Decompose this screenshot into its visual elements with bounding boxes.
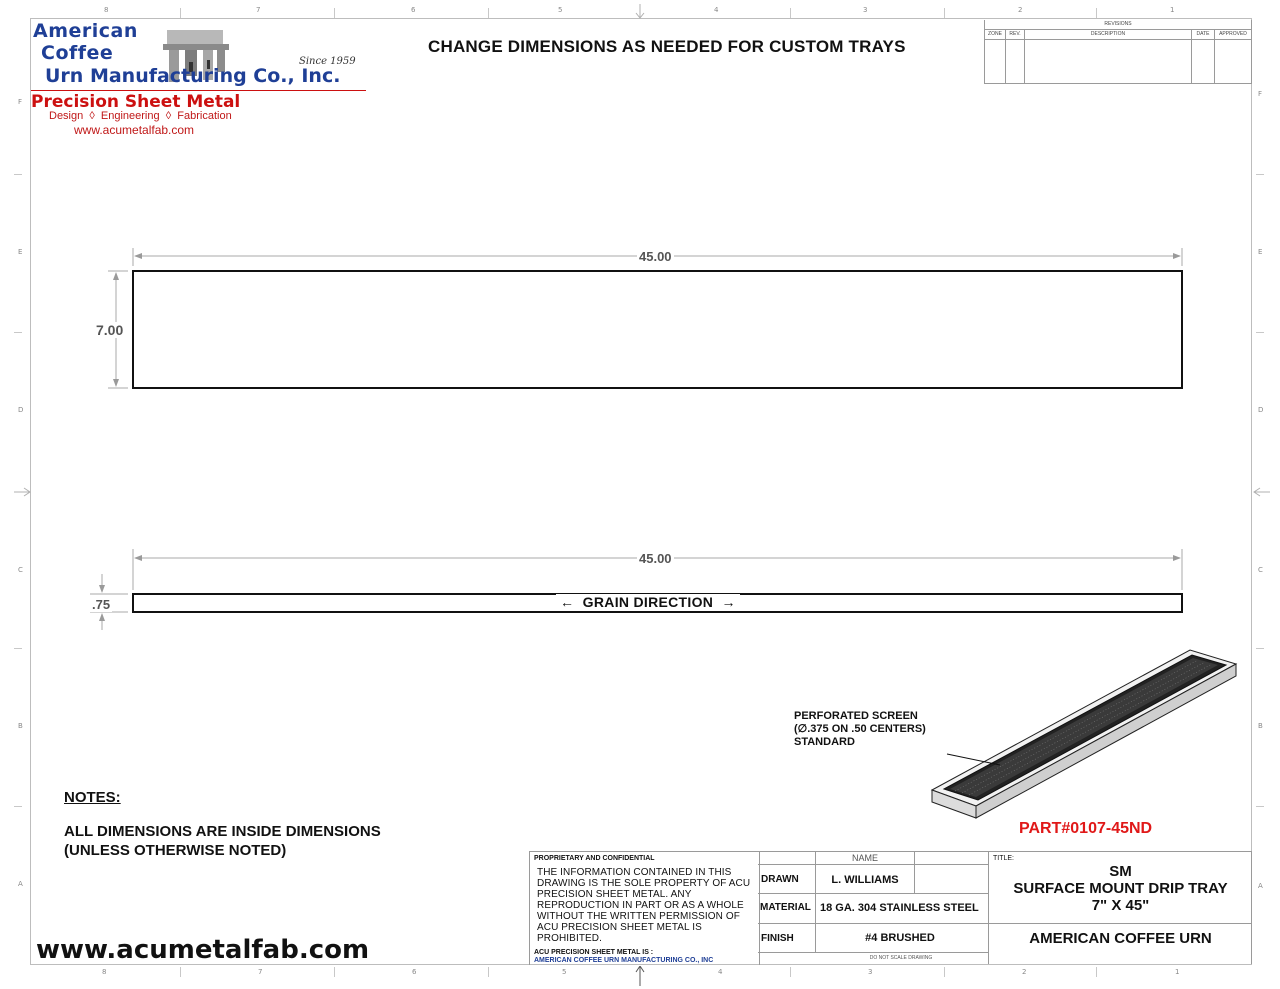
zone-left-e: E xyxy=(18,248,23,256)
title-line-3: 7" X 45" xyxy=(1091,897,1150,914)
note-line-2: (UNLESS OTHERWISE NOTED) xyxy=(64,842,287,859)
revisions-rev-header: REV. xyxy=(1009,31,1021,37)
note-line-1: ALL DIMENSIONS ARE INSIDE DIMENSIONS xyxy=(64,823,381,840)
acu-statement: ACU PRECISION SHEET METAL IS : xyxy=(534,949,654,956)
zone-bottom-6: 6 xyxy=(412,968,417,976)
zone-bottom-1: 1 xyxy=(1175,968,1180,976)
material-label: MATERIAL xyxy=(760,902,811,913)
zone-top-3: 3 xyxy=(863,6,868,14)
logo-since: Since 1959 xyxy=(299,56,356,67)
revisions-title: REVISIONS xyxy=(1104,21,1132,28)
top-view-outline xyxy=(133,271,1182,388)
isometric-tray-view xyxy=(932,650,1236,818)
zone-left-c: C xyxy=(18,566,23,574)
zone-left-a: A xyxy=(18,880,23,888)
zone-bottom-2: 2 xyxy=(1022,968,1027,976)
zone-top-1: 1 xyxy=(1170,6,1175,14)
zone-bottom-5: 5 xyxy=(562,968,567,976)
material-value: 18 GA. 304 STAINLESS STEEL xyxy=(820,902,979,914)
top-view xyxy=(108,248,1182,388)
zone-left-f: F xyxy=(18,98,23,106)
zone-bottom-4: 4 xyxy=(718,968,723,976)
zone-top-5: 5 xyxy=(558,6,563,14)
callout-line-3: STANDARD xyxy=(794,736,855,748)
zone-right-c: C xyxy=(1258,566,1263,574)
drawn-by-value: L. WILLIAMS xyxy=(831,874,899,886)
zone-bottom-8: 8 xyxy=(102,968,107,976)
side-view-width-label: 45.00 xyxy=(639,551,672,566)
part-number: PART#0107-45ND xyxy=(1019,820,1153,837)
proprietary-heading: PROPRIETARY AND CONFIDENTIAL xyxy=(534,855,655,862)
grain-direction-label: ← GRAIN DIRECTION → xyxy=(556,594,740,610)
side-view xyxy=(90,549,1182,630)
title-section xyxy=(989,851,1252,964)
zone-bottom-3: 3 xyxy=(868,968,873,976)
proprietary-notice: THE INFORMATION CONTAINED IN THIS DRAWING IS THE SOLE PROPERTY OF ACU PRECISION SHEET METAL. ANY REPRODUCTION IN PART OR AS A WHOLE WITHOUT THE WRITTEN PERMISSION OF ACU PRECISION SHEET METAL IS PROHIBITED. xyxy=(537,867,751,944)
zone-top-7: 7 xyxy=(256,6,261,14)
top-view-height-label: 7.00 xyxy=(96,322,124,338)
finish-value: #4 BRUSHED xyxy=(865,932,935,944)
notes-heading: NOTES: xyxy=(64,789,121,806)
drawn-label: DRAWN xyxy=(761,874,799,885)
zone-left-d: D xyxy=(18,406,24,414)
zone-bottom-7: 7 xyxy=(258,968,263,976)
footer-website-link[interactable]: www.acumetalfab.com xyxy=(36,935,370,965)
title-label: TITLE: xyxy=(993,855,1015,862)
do-not-scale-note: DO NOT SCALE DRAWING xyxy=(869,955,933,961)
finish-label: FINISH xyxy=(761,933,794,944)
customer-name: AMERICAN COFFEE URN xyxy=(1029,930,1212,947)
zone-top-6: 6 xyxy=(411,6,416,14)
zone-top-4: 4 xyxy=(714,6,719,14)
name-column-header: NAME xyxy=(851,853,878,863)
logo-tagline: Design ◊ Engineering ◊ Fabrication xyxy=(49,110,232,122)
side-view-height-label: .75 xyxy=(92,597,111,612)
logo-website-link[interactable]: www.acumetalfab.com xyxy=(74,123,195,137)
zone-right-d: D xyxy=(1258,406,1264,414)
drawn-material-section xyxy=(758,851,989,964)
zone-top-8: 8 xyxy=(104,6,109,14)
zone-right-b: B xyxy=(1258,722,1263,730)
perforated-screen-callout xyxy=(794,710,926,749)
top-view-width-label: 45.00 xyxy=(639,249,672,264)
logo-american: American xyxy=(33,20,138,42)
zone-right-f: F xyxy=(1258,90,1263,98)
logo-coffee: Coffee xyxy=(41,42,114,64)
logo-precision-sheet-metal: Precision Sheet Metal xyxy=(31,92,241,112)
zone-right-a: A xyxy=(1258,882,1263,890)
company-statement: AMERICAN COFFEE URN MANUFACTURING CO., INC xyxy=(534,957,714,964)
title-line-2: SURFACE MOUNT DRIP TRAY xyxy=(1013,880,1228,897)
logo-company-name: Urn Manufacturing Co., Inc. xyxy=(45,65,341,87)
callout-line-1: PERFORATED SCREEN xyxy=(794,710,918,722)
callout-line-2: (∅.375 ON .50 CENTERS) xyxy=(794,723,926,735)
revisions-zone-header: ZONE xyxy=(988,31,1002,37)
zone-top-2: 2 xyxy=(1018,6,1023,14)
title-line-1: SM xyxy=(1109,863,1132,880)
zone-left-b: B xyxy=(18,722,23,730)
title-block xyxy=(529,851,1252,965)
proprietary-section xyxy=(529,851,760,965)
drawing-headline: CHANGE DIMENSIONS AS NEEDED FOR CUSTOM TRAYS xyxy=(428,37,906,56)
revisions-description-header: DESCRIPTION xyxy=(1090,31,1126,37)
revisions-approved-header: APPROVED xyxy=(1219,31,1247,37)
zone-right-e: E xyxy=(1258,248,1263,256)
revisions-date-header: DATE xyxy=(1196,31,1210,37)
